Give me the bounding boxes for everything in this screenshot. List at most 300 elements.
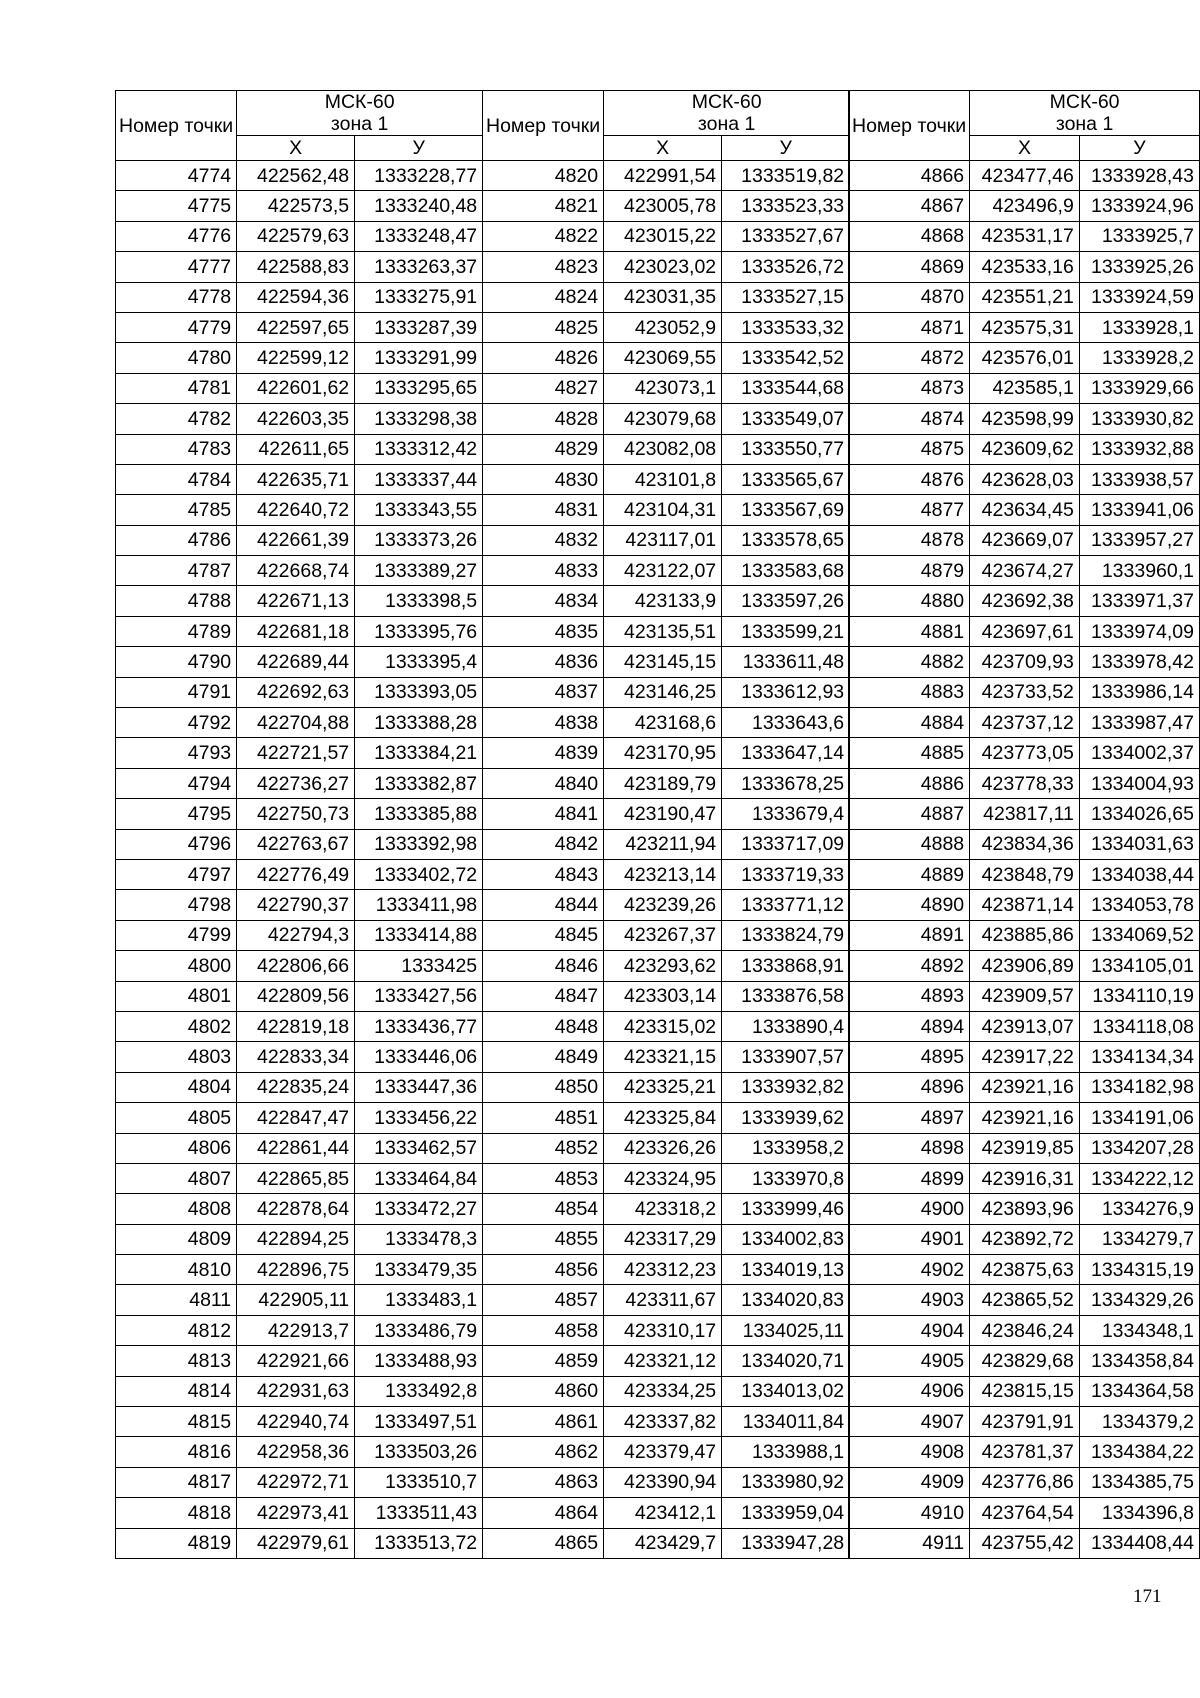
- point-number-cell: 4787: [116, 556, 237, 586]
- table-row: [116, 434, 483, 464]
- x-coordinate-cell: 422913,7: [237, 1315, 355, 1345]
- x-coordinate-cell: 422594,36: [237, 282, 355, 312]
- x-coordinate-cell: 423921,16: [970, 1072, 1080, 1102]
- point-number-cell: 4776: [116, 221, 237, 251]
- y-coordinate-cell: 1333436,77: [355, 1011, 483, 1041]
- point-number-cell: 4868: [849, 221, 970, 251]
- point-number-cell: 4797: [116, 859, 237, 889]
- table-row: [849, 799, 1200, 829]
- x-coordinate-cell: 422599,12: [237, 343, 355, 373]
- table-row: [483, 1194, 850, 1224]
- y-coordinate-cell: 1333549,07: [722, 404, 850, 434]
- point-number-cell: 4902: [849, 1255, 970, 1285]
- y-coordinate-cell: 1333240,48: [355, 191, 483, 221]
- y-coordinate-cell: 1333312,42: [355, 434, 483, 464]
- table-row: [116, 920, 483, 950]
- table-row: [483, 161, 850, 191]
- point-number-cell: 4780: [116, 343, 237, 373]
- point-number-cell: 4792: [116, 708, 237, 738]
- y-coordinate-cell: 1334384,22: [1079, 1437, 1199, 1467]
- point-number-cell: 4898: [849, 1133, 970, 1163]
- y-coordinate-cell: 1334315,19: [1079, 1255, 1199, 1285]
- x-coordinate-cell: 423311,67: [604, 1285, 722, 1315]
- point-number-cell: 4846: [483, 951, 604, 981]
- x-coordinate-cell: 423101,8: [604, 464, 722, 494]
- x-coordinate-cell: 423023,02: [604, 252, 722, 282]
- x-coordinate-cell: 422704,88: [237, 708, 355, 738]
- x-coordinate-cell: 423015,22: [604, 221, 722, 251]
- table-row: [483, 616, 850, 646]
- point-number-cell: 4843: [483, 859, 604, 889]
- point-number-cell: 4789: [116, 616, 237, 646]
- table-row: [116, 464, 483, 494]
- table-row: [849, 161, 1200, 191]
- point-number-cell: 4822: [483, 221, 604, 251]
- y-coordinate-cell: 1334026,65: [1079, 799, 1199, 829]
- point-number-cell: 4909: [849, 1467, 970, 1497]
- point-number-cell: 4856: [483, 1255, 604, 1285]
- y-coordinate-cell: 1333526,72: [722, 252, 850, 282]
- table-row: [116, 890, 483, 920]
- x-coordinate-cell: 422668,74: [237, 556, 355, 586]
- x-coordinate-cell: 422579,63: [237, 221, 355, 251]
- y-coordinate-cell: 1333414,88: [355, 920, 483, 950]
- x-coordinate-cell: 423321,12: [604, 1346, 722, 1376]
- point-number-cell: 4782: [116, 404, 237, 434]
- x-coordinate-cell: 423429,7: [604, 1528, 722, 1558]
- x-coordinate-cell: 422972,71: [237, 1467, 355, 1497]
- x-coordinate-cell: 423069,55: [604, 343, 722, 373]
- x-coordinate-cell: 423317,29: [604, 1224, 722, 1254]
- x-coordinate-cell: 423170,95: [604, 738, 722, 768]
- x-coordinate-cell: 423073,1: [604, 373, 722, 403]
- table-row: [116, 768, 483, 798]
- y-coordinate-cell: 1333373,26: [355, 525, 483, 555]
- table-row: [849, 1315, 1200, 1345]
- point-number-header: Номер точки: [483, 91, 604, 161]
- x-coordinate-cell: 422603,35: [237, 404, 355, 434]
- y-coordinate-cell: 1333932,88: [1079, 434, 1199, 464]
- point-number-cell: 4794: [116, 768, 237, 798]
- point-number-cell: 4798: [116, 890, 237, 920]
- y-coordinate-cell: 1333957,27: [1079, 525, 1199, 555]
- table-row: [483, 647, 850, 677]
- x-header: Х: [970, 136, 1080, 161]
- x-coordinate-cell: 423817,11: [970, 799, 1080, 829]
- x-coordinate-cell: 422794,3: [237, 920, 355, 950]
- y-coordinate-cell: 1334118,08: [1079, 1011, 1199, 1041]
- y-coordinate-cell: 1333464,84: [355, 1163, 483, 1193]
- point-number-cell: 4775: [116, 191, 237, 221]
- y-coordinate-cell: 1333550,77: [722, 434, 850, 464]
- y-coordinate-cell: 1333479,35: [355, 1255, 483, 1285]
- x-coordinate-cell: 422721,57: [237, 738, 355, 768]
- y-coordinate-cell: 1333395,76: [355, 616, 483, 646]
- point-number-cell: 4865: [483, 1528, 604, 1558]
- y-coordinate-cell: 1333385,88: [355, 799, 483, 829]
- table-row: [483, 1133, 850, 1163]
- x-coordinate-cell: 423791,91: [970, 1407, 1080, 1437]
- point-number-cell: 4866: [849, 161, 970, 191]
- point-number-cell: 4870: [849, 282, 970, 312]
- coordinate-system-header: МСК-60 зона 1: [970, 91, 1200, 136]
- point-number-cell: 4904: [849, 1315, 970, 1345]
- y-coordinate-cell: 1333930,82: [1079, 404, 1199, 434]
- point-number-cell: 4861: [483, 1407, 604, 1437]
- point-number-cell: 4888: [849, 829, 970, 859]
- y-coordinate-cell: 1334408,44: [1079, 1528, 1199, 1558]
- point-number-cell: 4802: [116, 1011, 237, 1041]
- table-row: [849, 1163, 1200, 1193]
- table-row: [849, 890, 1200, 920]
- table-row: [483, 738, 850, 768]
- x-coordinate-cell: 422763,67: [237, 829, 355, 859]
- y-coordinate-cell: 1333717,09: [722, 829, 850, 859]
- y-coordinate-cell: 1333960,1: [1079, 556, 1199, 586]
- table-row: [483, 981, 850, 1011]
- x-coordinate-cell: 423919,85: [970, 1133, 1080, 1163]
- point-number-cell: 4835: [483, 616, 604, 646]
- point-number-cell: 4859: [483, 1346, 604, 1376]
- y-coordinate-cell: 1333929,66: [1079, 373, 1199, 403]
- y-coordinate-cell: 1333974,09: [1079, 616, 1199, 646]
- x-coordinate-cell: 422689,44: [237, 647, 355, 677]
- point-number-cell: 4805: [116, 1103, 237, 1133]
- y-coordinate-cell: 1334020,71: [722, 1346, 850, 1376]
- point-number-cell: 4876: [849, 464, 970, 494]
- table-row: [849, 1285, 1200, 1315]
- x-coordinate-cell: 422819,18: [237, 1011, 355, 1041]
- y-coordinate-cell: 1334329,26: [1079, 1285, 1199, 1315]
- table-row: [116, 1042, 483, 1072]
- y-coordinate-cell: 1333411,98: [355, 890, 483, 920]
- x-coordinate-cell: 423913,07: [970, 1011, 1080, 1041]
- y-coordinate-cell: 1334364,58: [1079, 1376, 1199, 1406]
- x-coordinate-cell: 422790,37: [237, 890, 355, 920]
- table-row: [116, 495, 483, 525]
- point-number-cell: 4879: [849, 556, 970, 586]
- x-coordinate-cell: 423145,15: [604, 647, 722, 677]
- x-coordinate-cell: 423135,51: [604, 616, 722, 646]
- x-coordinate-cell: 423326,26: [604, 1133, 722, 1163]
- table-row: [849, 525, 1200, 555]
- point-number-cell: 4785: [116, 495, 237, 525]
- x-coordinate-cell: 422661,39: [237, 525, 355, 555]
- y-coordinate-cell: 1333343,55: [355, 495, 483, 525]
- point-number-cell: 4862: [483, 1437, 604, 1467]
- x-coordinate-cell: 423781,37: [970, 1437, 1080, 1467]
- y-coordinate-cell: 1333395,4: [355, 647, 483, 677]
- point-number-cell: 4838: [483, 708, 604, 738]
- table-row: [849, 647, 1200, 677]
- x-coordinate-cell: 422681,18: [237, 616, 355, 646]
- x-coordinate-cell: 422640,72: [237, 495, 355, 525]
- y-coordinate-cell: 1334134,34: [1079, 1042, 1199, 1072]
- table-row: [483, 191, 850, 221]
- x-coordinate-cell: 423117,01: [604, 525, 722, 555]
- x-coordinate-cell: 422878,64: [237, 1194, 355, 1224]
- x-coordinate-cell: 423815,15: [970, 1376, 1080, 1406]
- point-number-cell: 4803: [116, 1042, 237, 1072]
- point-number-cell: 4860: [483, 1376, 604, 1406]
- table-row: [849, 1011, 1200, 1041]
- y-coordinate-cell: 1333938,57: [1079, 464, 1199, 494]
- point-number-cell: 4847: [483, 981, 604, 1011]
- x-coordinate-cell: 423079,68: [604, 404, 722, 434]
- x-coordinate-cell: 423324,95: [604, 1163, 722, 1193]
- y-coordinate-cell: 1334222,12: [1079, 1163, 1199, 1193]
- table-row: [116, 799, 483, 829]
- point-number-cell: 4863: [483, 1467, 604, 1497]
- x-coordinate-cell: 422809,56: [237, 981, 355, 1011]
- table-row: [483, 434, 850, 464]
- point-number-cell: 4808: [116, 1194, 237, 1224]
- point-number-cell: 4807: [116, 1163, 237, 1193]
- table-row: [483, 1285, 850, 1315]
- table-row: [849, 312, 1200, 342]
- x-coordinate-cell: 423052,9: [604, 312, 722, 342]
- x-coordinate-cell: 423755,42: [970, 1528, 1080, 1558]
- x-coordinate-cell: 423692,38: [970, 586, 1080, 616]
- point-number-cell: 4824: [483, 282, 604, 312]
- y-coordinate-cell: 1333980,92: [722, 1467, 850, 1497]
- table-row: [483, 1376, 850, 1406]
- point-number-cell: 4877: [849, 495, 970, 525]
- table-row: [116, 1437, 483, 1467]
- table-row: [116, 1528, 483, 1558]
- x-coordinate-cell: 423325,84: [604, 1103, 722, 1133]
- point-number-cell: 4809: [116, 1224, 237, 1254]
- point-number-cell: 4875: [849, 434, 970, 464]
- table-row: [116, 1255, 483, 1285]
- x-coordinate-cell: 423315,02: [604, 1011, 722, 1041]
- point-number-cell: 4890: [849, 890, 970, 920]
- point-number-cell: 4889: [849, 859, 970, 889]
- coordinates-table-3: [848, 90, 1200, 1559]
- table-row: [483, 1224, 850, 1254]
- point-number-cell: 4864: [483, 1498, 604, 1528]
- point-number-cell: 4872: [849, 343, 970, 373]
- x-coordinate-cell: 422973,41: [237, 1498, 355, 1528]
- x-coordinate-cell: 423773,05: [970, 738, 1080, 768]
- table-row: [849, 951, 1200, 981]
- x-coordinate-cell: 422921,66: [237, 1346, 355, 1376]
- y-header: У: [355, 136, 483, 161]
- table-row: [116, 161, 483, 191]
- x-coordinate-cell: 422958,36: [237, 1437, 355, 1467]
- y-coordinate-cell: 1334020,83: [722, 1285, 850, 1315]
- x-coordinate-cell: 423312,23: [604, 1255, 722, 1285]
- table-row: [849, 1437, 1200, 1467]
- table-row: [849, 1376, 1200, 1406]
- y-coordinate-cell: 1333988,1: [722, 1437, 850, 1467]
- table-row: [483, 1346, 850, 1376]
- x-coordinate-cell: 423764,54: [970, 1498, 1080, 1528]
- x-coordinate-cell: 423303,14: [604, 981, 722, 1011]
- table-row: [483, 464, 850, 494]
- x-coordinate-cell: 423737,12: [970, 708, 1080, 738]
- x-coordinate-cell: 423321,15: [604, 1042, 722, 1072]
- x-coordinate-cell: 423337,82: [604, 1407, 722, 1437]
- table-row: [849, 1133, 1200, 1163]
- point-number-cell: 4783: [116, 434, 237, 464]
- y-coordinate-cell: 1333947,28: [722, 1528, 850, 1558]
- point-number-cell: 4873: [849, 373, 970, 403]
- table-row: [116, 677, 483, 707]
- table-row: [849, 343, 1200, 373]
- y-coordinate-cell: 1333924,96: [1079, 191, 1199, 221]
- point-number-cell: 4855: [483, 1224, 604, 1254]
- x-coordinate-cell: 422861,44: [237, 1133, 355, 1163]
- table-row: [483, 373, 850, 403]
- y-coordinate-cell: 1334019,13: [722, 1255, 850, 1285]
- x-coordinate-cell: 423871,14: [970, 890, 1080, 920]
- y-coordinate-cell: 1333497,51: [355, 1407, 483, 1437]
- x-coordinate-cell: 423916,31: [970, 1163, 1080, 1193]
- x-coordinate-cell: 422671,13: [237, 586, 355, 616]
- y-coordinate-cell: 1334207,28: [1079, 1133, 1199, 1163]
- x-header: Х: [237, 136, 355, 161]
- point-number-cell: 4833: [483, 556, 604, 586]
- y-coordinate-cell: 1333611,48: [722, 647, 850, 677]
- table-row: [483, 1103, 850, 1133]
- y-coordinate-cell: 1333298,38: [355, 404, 483, 434]
- x-coordinate-cell: 423846,24: [970, 1315, 1080, 1345]
- x-coordinate-cell: 423551,21: [970, 282, 1080, 312]
- point-number-cell: 4842: [483, 829, 604, 859]
- point-number-cell: 4881: [849, 616, 970, 646]
- table-row: [116, 616, 483, 646]
- y-coordinate-cell: 1333907,57: [722, 1042, 850, 1072]
- y-coordinate-cell: 1334053,78: [1079, 890, 1199, 920]
- point-number-cell: 4829: [483, 434, 604, 464]
- y-coordinate-cell: 1333446,06: [355, 1042, 483, 1072]
- y-coordinate-cell: 1333287,39: [355, 312, 483, 342]
- table-row: [483, 768, 850, 798]
- table-row: [116, 404, 483, 434]
- point-number-cell: 4786: [116, 525, 237, 555]
- point-number-cell: 4806: [116, 1133, 237, 1163]
- point-number-cell: 4778: [116, 282, 237, 312]
- point-number-header: Номер точки: [849, 91, 970, 161]
- table-row: [116, 859, 483, 889]
- x-coordinate-cell: 423239,26: [604, 890, 722, 920]
- point-number-cell: 4867: [849, 191, 970, 221]
- table-row: [483, 252, 850, 282]
- y-coordinate-cell: 1334038,44: [1079, 859, 1199, 889]
- x-coordinate-cell: 423325,21: [604, 1072, 722, 1102]
- y-coordinate-cell: 1333402,72: [355, 859, 483, 889]
- x-coordinate-cell: 422750,73: [237, 799, 355, 829]
- table-row: [116, 1224, 483, 1254]
- y-coordinate-cell: 1333488,93: [355, 1346, 483, 1376]
- point-number-cell: 4812: [116, 1315, 237, 1345]
- x-coordinate-cell: 423906,89: [970, 951, 1080, 981]
- y-coordinate-cell: 1333398,5: [355, 586, 483, 616]
- point-number-cell: 4900: [849, 1194, 970, 1224]
- point-number-cell: 4908: [849, 1437, 970, 1467]
- y-coordinate-cell: 1333565,67: [722, 464, 850, 494]
- table-row: [483, 1407, 850, 1437]
- table-row: [483, 951, 850, 981]
- table-row: [483, 708, 850, 738]
- point-number-cell: 4828: [483, 404, 604, 434]
- x-coordinate-cell: 423776,86: [970, 1467, 1080, 1497]
- coordinates-table-2: [482, 90, 850, 1559]
- y-coordinate-cell: 1333958,2: [722, 1133, 850, 1163]
- x-coordinate-cell: 422573,5: [237, 191, 355, 221]
- y-coordinate-cell: 1333486,79: [355, 1315, 483, 1345]
- x-coordinate-cell: 423628,03: [970, 464, 1080, 494]
- table-row: [849, 586, 1200, 616]
- x-coordinate-cell: 422894,25: [237, 1224, 355, 1254]
- table-row: [483, 1072, 850, 1102]
- x-coordinate-cell: 423379,47: [604, 1437, 722, 1467]
- coordinate-system-header: МСК-60 зона 1: [604, 91, 850, 136]
- x-coordinate-cell: 423609,62: [970, 434, 1080, 464]
- y-coordinate-cell: 1334191,06: [1079, 1103, 1199, 1133]
- x-coordinate-cell: 423133,9: [604, 586, 722, 616]
- table-row: [116, 1407, 483, 1437]
- x-coordinate-cell: 422601,62: [237, 373, 355, 403]
- table-row: [483, 556, 850, 586]
- x-coordinate-cell: 422736,27: [237, 768, 355, 798]
- x-coordinate-cell: 423669,07: [970, 525, 1080, 555]
- point-number-cell: 4784: [116, 464, 237, 494]
- table-row: [116, 343, 483, 373]
- x-coordinate-cell: 423267,37: [604, 920, 722, 950]
- coordinates-table-1: [115, 90, 483, 1559]
- y-coordinate-cell: 1334069,52: [1079, 920, 1199, 950]
- x-coordinate-cell: 423598,99: [970, 404, 1080, 434]
- table-row: [483, 312, 850, 342]
- point-number-cell: 4887: [849, 799, 970, 829]
- y-coordinate-cell: 1333890,4: [722, 1011, 850, 1041]
- x-coordinate-cell: 423921,16: [970, 1103, 1080, 1133]
- x-coordinate-cell: 422991,54: [604, 161, 722, 191]
- y-coordinate-cell: 1333612,93: [722, 677, 850, 707]
- y-coordinate-cell: 1333970,8: [722, 1163, 850, 1193]
- y-coordinate-cell: 1333492,8: [355, 1376, 483, 1406]
- x-coordinate-cell: 422806,66: [237, 951, 355, 981]
- y-coordinate-cell: 1333925,26: [1079, 252, 1199, 282]
- point-number-cell: 4827: [483, 373, 604, 403]
- x-coordinate-cell: 423104,31: [604, 495, 722, 525]
- point-number-cell: 4831: [483, 495, 604, 525]
- point-number-cell: 4796: [116, 829, 237, 859]
- x-coordinate-cell: 422896,75: [237, 1255, 355, 1285]
- y-coordinate-cell: 1333388,28: [355, 708, 483, 738]
- x-coordinate-cell: 423909,57: [970, 981, 1080, 1011]
- y-coordinate-cell: 1333291,99: [355, 343, 483, 373]
- point-number-cell: 4811: [116, 1285, 237, 1315]
- y-coordinate-cell: 1333527,67: [722, 221, 850, 251]
- point-number-cell: 4819: [116, 1528, 237, 1558]
- table-row: [116, 373, 483, 403]
- x-coordinate-cell: 422611,65: [237, 434, 355, 464]
- y-coordinate-cell: 1334002,83: [722, 1224, 850, 1254]
- table-row: [483, 677, 850, 707]
- point-number-cell: 4804: [116, 1072, 237, 1102]
- point-number-cell: 4886: [849, 768, 970, 798]
- y-coordinate-cell: 1333533,32: [722, 312, 850, 342]
- table-row: [483, 859, 850, 889]
- point-number-cell: 4869: [849, 252, 970, 282]
- y-coordinate-cell: 1333679,4: [722, 799, 850, 829]
- point-number-cell: 4813: [116, 1346, 237, 1376]
- table-row: [849, 282, 1200, 312]
- point-number-cell: 4821: [483, 191, 604, 221]
